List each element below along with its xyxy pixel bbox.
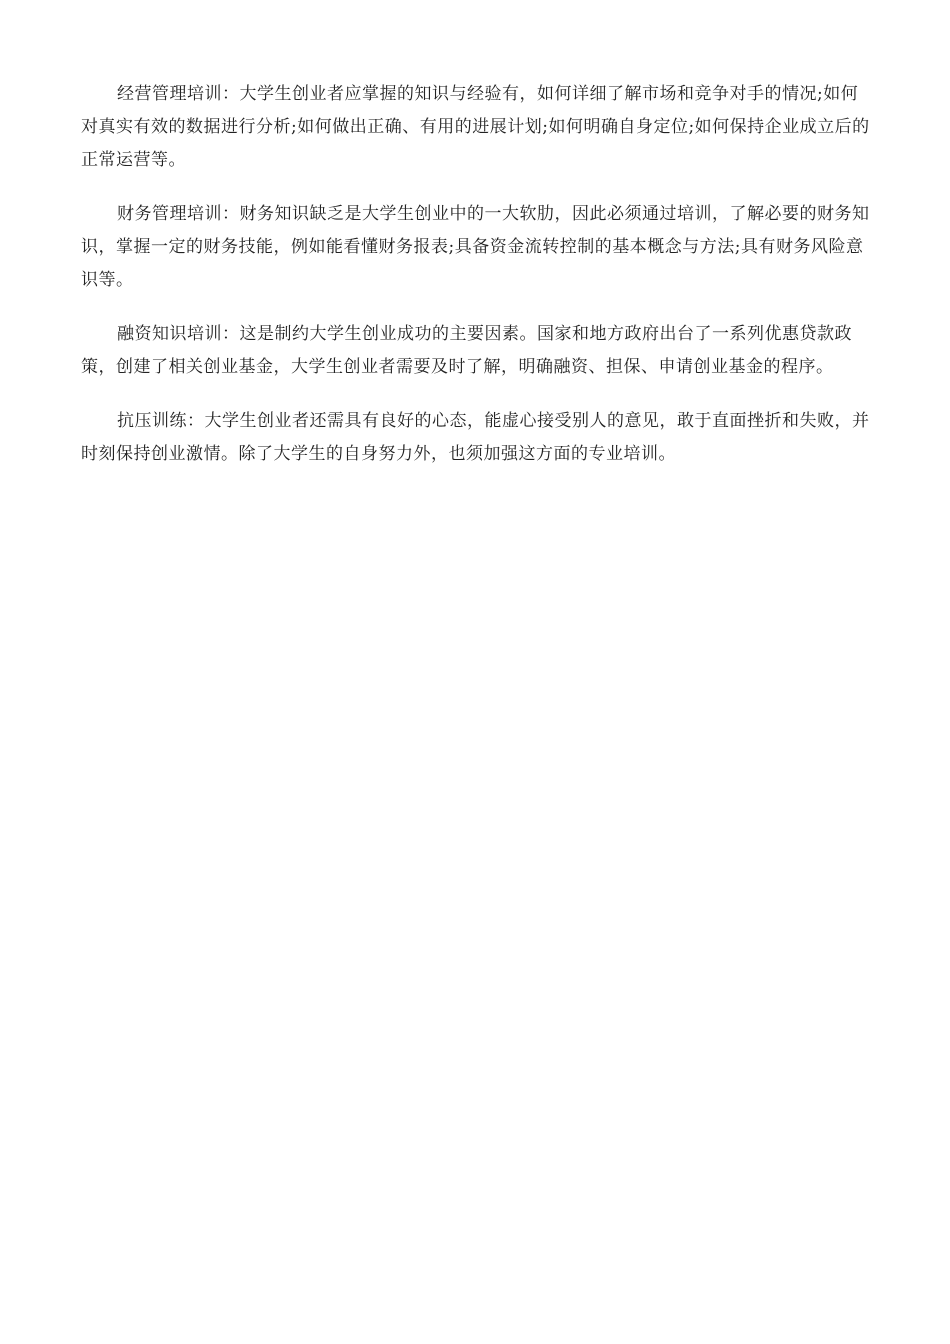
paragraph-financing-knowledge-training xyxy=(81,318,871,384)
paragraph-financial-management-training xyxy=(81,198,871,297)
paragraph-text: 这是制约大学生创业成功的主要因素。国家和地方政府出台了一系列优惠贷款政策，创建了相关创业基金，大学生创业者需要及时了解，明确融资、担保、申请创业基金的程序。 xyxy=(81,324,852,377)
paragraph-heading: 融资知识培训： xyxy=(117,324,240,344)
document-body xyxy=(81,78,871,492)
paragraph-heading: 抗压训练： xyxy=(117,411,205,431)
paragraph-text: 大学生创业者应掌握的知识与经验有，如何详细了解市场和竞争对手的情况;如何对真实有效的数据进行分析;如何做出正确、有用的进展计划;如何明确自身定位;如何保持企业成立后的正常运营等。 xyxy=(81,84,870,170)
paragraph-text: 财务知识缺乏是大学生创业中的一大软肋，因此必须通过培训，了解必要的财务知识，掌握一定的财务技能，例如能看懂财务报表;具备资金流转控制的基本概念与方法;具有财务风险意识等。 xyxy=(81,204,870,290)
paragraph-business-management-training xyxy=(81,78,871,177)
paragraph-stress-resistance-training xyxy=(81,405,871,471)
paragraph-text: 大学生创业者还需具有良好的心态，能虚心接受别人的意见，敢于直面挫折和失败，并时刻保持创业激情。除了大学生的自身努力外，也须加强这方面的专业培训。 xyxy=(81,411,870,464)
paragraph-heading: 经营管理培训： xyxy=(117,84,240,104)
paragraph-heading: 财务管理培训： xyxy=(117,204,240,224)
